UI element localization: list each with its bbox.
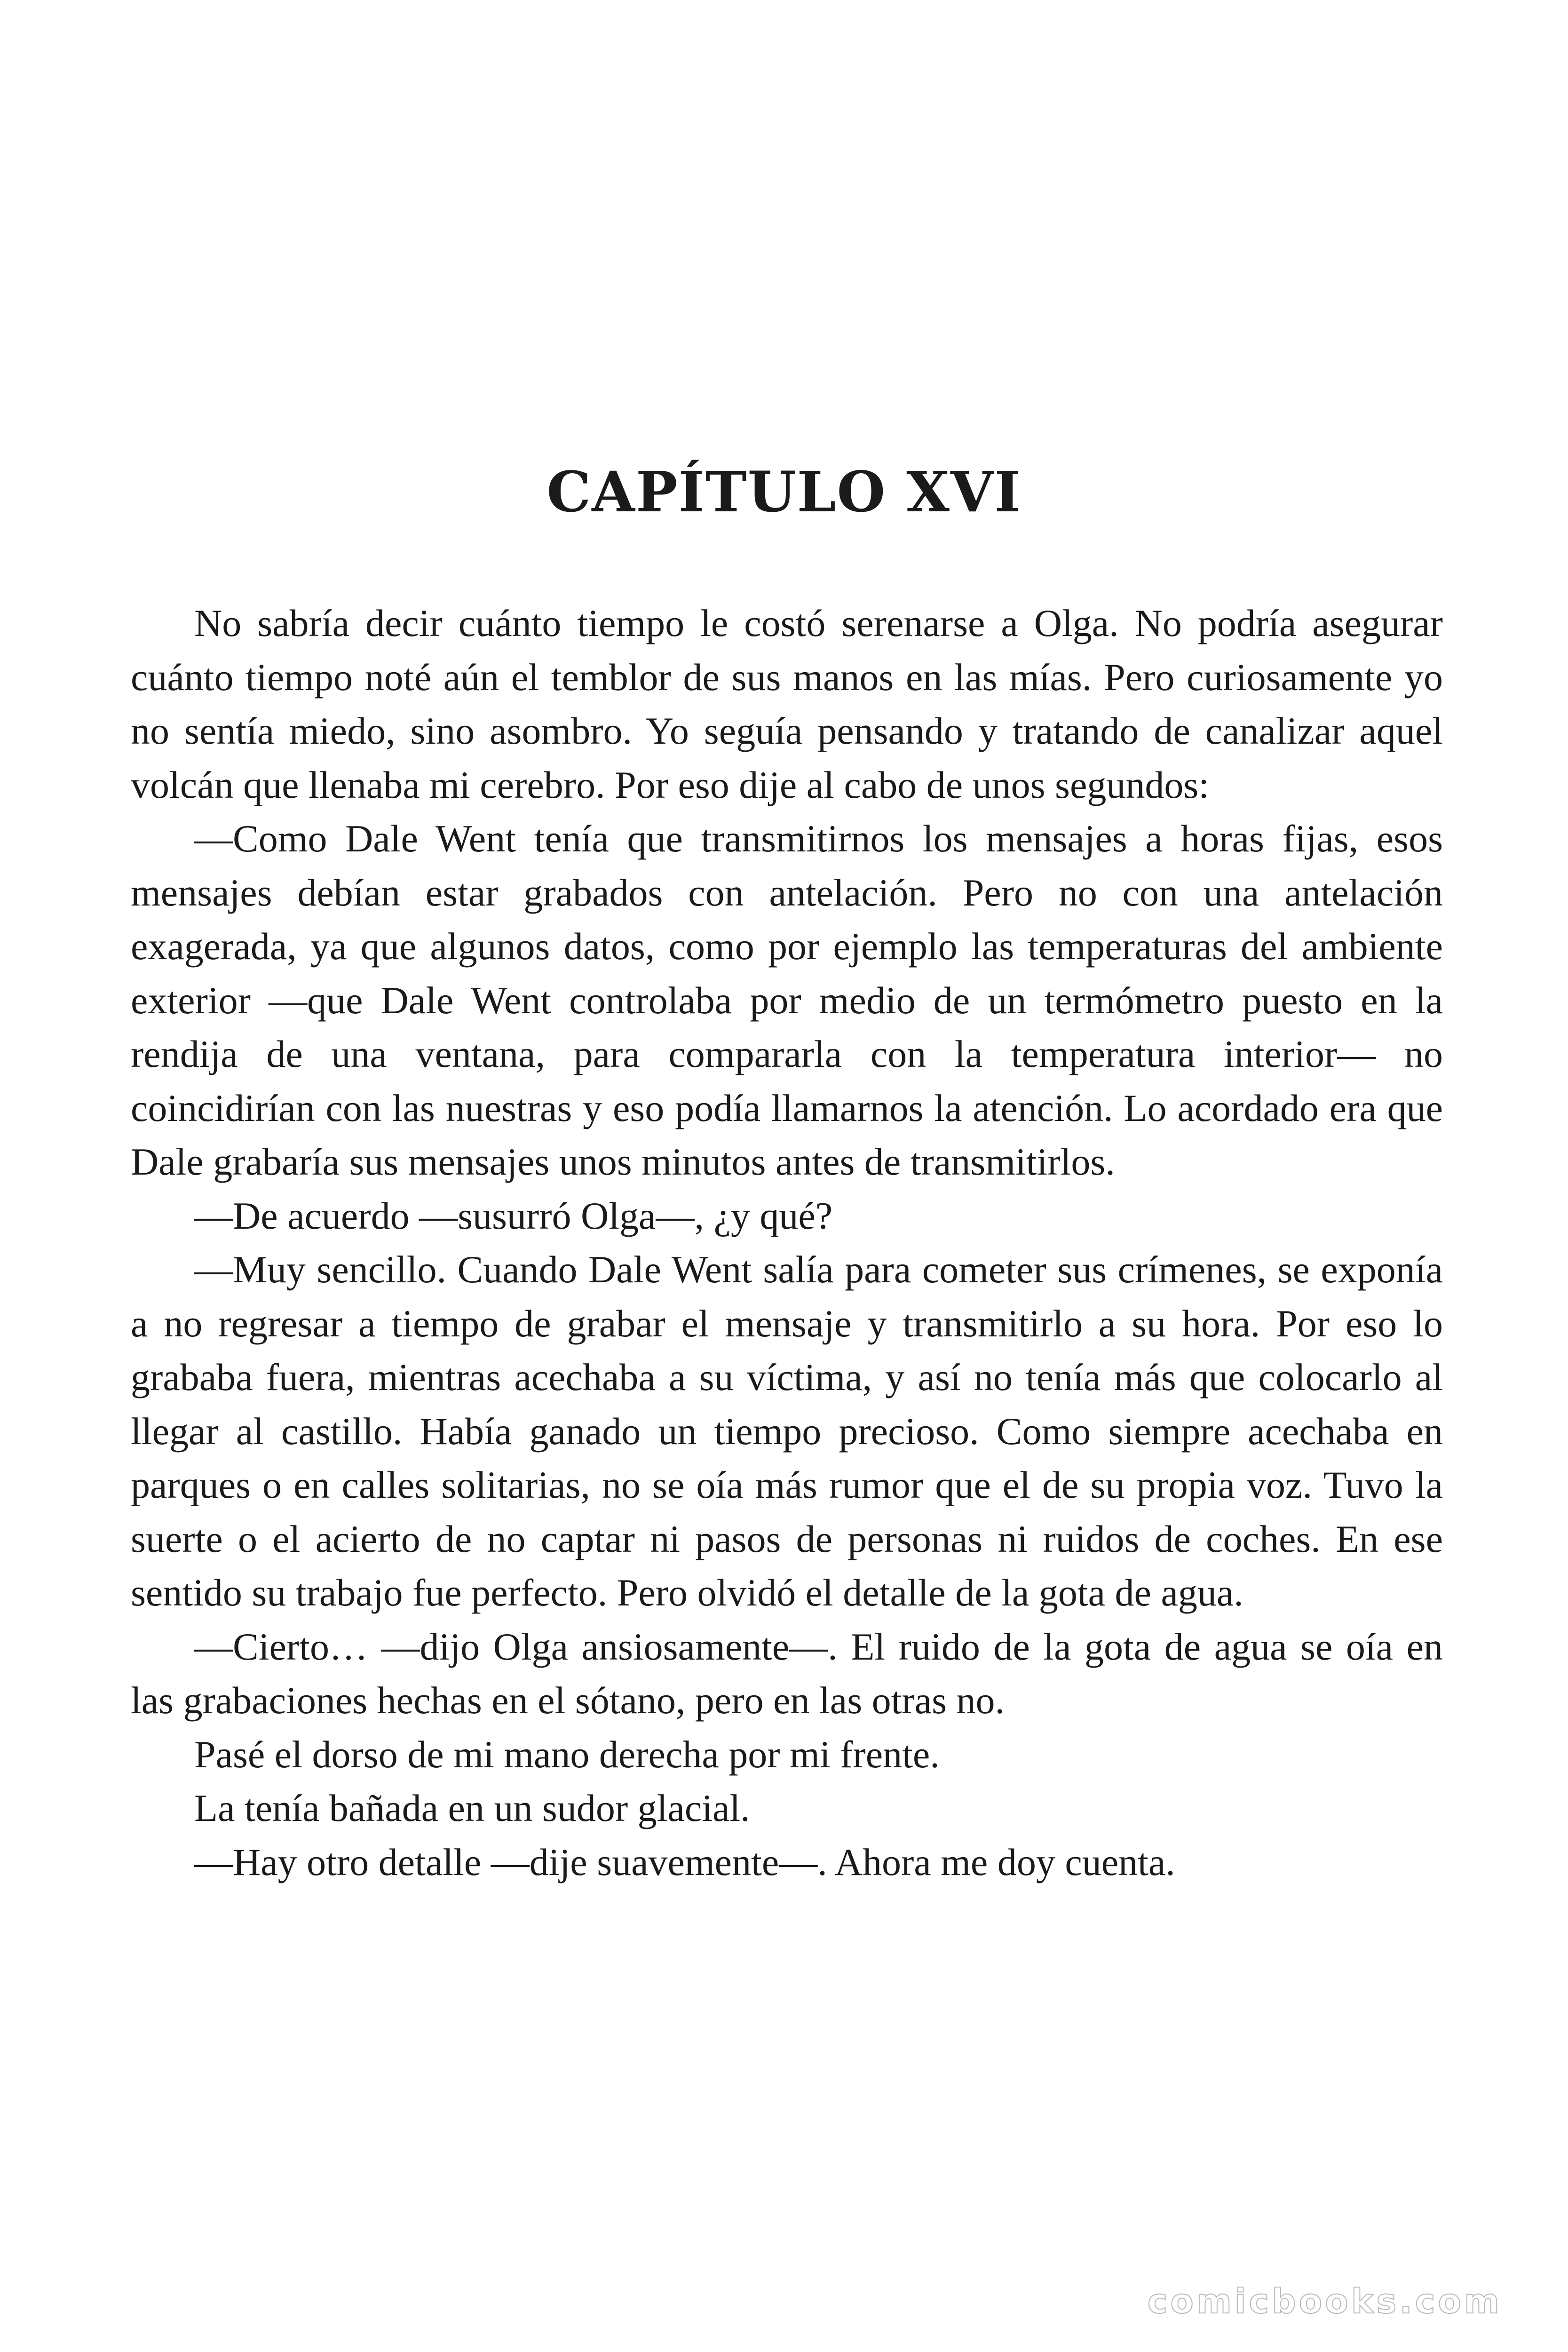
paragraph: Pasé el dorso de mi mano derecha por mi frente. <box>194 1732 940 1776</box>
paragraph: —Muy sencillo. Cuando Dale Went salía para cometer sus crímenes, se exponía a no regresar a tiempo de grabar el mensaje y transmitirlo a su hora. Por eso lo grababa fuera, mientras acechaba a su víctima, y así no tenía más que colocarlo al llegar al castillo. Había ganado un tiempo precioso. Como siempre acechaba en parques o en calles solitarias, no se oía más rumor que el de su propia voz. Tuvo la suerte o el acierto de no captar ni pasos de personas ni ruidos de coches. En ese sentido su trabajo fue perfecto. Pero olvidó el detalle de la gota de agua. <box>131 1248 1443 1614</box>
watermark: comicbooks.com <box>1147 2281 1502 2321</box>
paragraph: La tenía bañada en un sudor glacial. <box>194 1787 750 1829</box>
chapter-body <box>131 596 1443 1889</box>
paragraph: —Como Dale Went tenía que transmitirnos los mensajes a horas fijas, esos mensajes debían estar grabados con antelación. Pero no con una antelación exagerada, ya que algunos datos, como por ejemplo las temperaturas del ambiente exterior —que Dale Went controlaba por medio de un termómetro puesto en la rendija de una ventana, para compararla con la temperatura interior— no coincidirían con las nuestras y eso podía llamarnos la atención. Lo acordado era que Dale grabaría sus mensajes unos minutos antes de transmitirlos. <box>131 817 1443 1183</box>
chapter-title: CAPÍTULO XVI <box>546 459 1022 524</box>
paragraph: —De acuerdo —susurró Olga—, ¿y qué? <box>194 1194 833 1237</box>
paragraph: —Cierto… —dijo Olga ansiosamente—. El ruido de la gota de agua se oía en las grabaciones hechas en el sótano, pero en las otras no. <box>131 1625 1443 1722</box>
paragraph: —Hay otro detalle —dije suavemente—. Ahora me doy cuenta. <box>194 1840 1175 1883</box>
paragraph: No sabría decir cuánto tiempo le costó serenarse a Olga. No podría asegurar cuánto tiempo noté aún el temblor de sus manos en las mías. Pero curiosamente yo no sentía miedo, sino asombro. Yo seguía pensando y tratando de canalizar aquel volcán que llenaba mi cerebro. Por eso dije al cabo de unos segundos: <box>131 602 1443 806</box>
